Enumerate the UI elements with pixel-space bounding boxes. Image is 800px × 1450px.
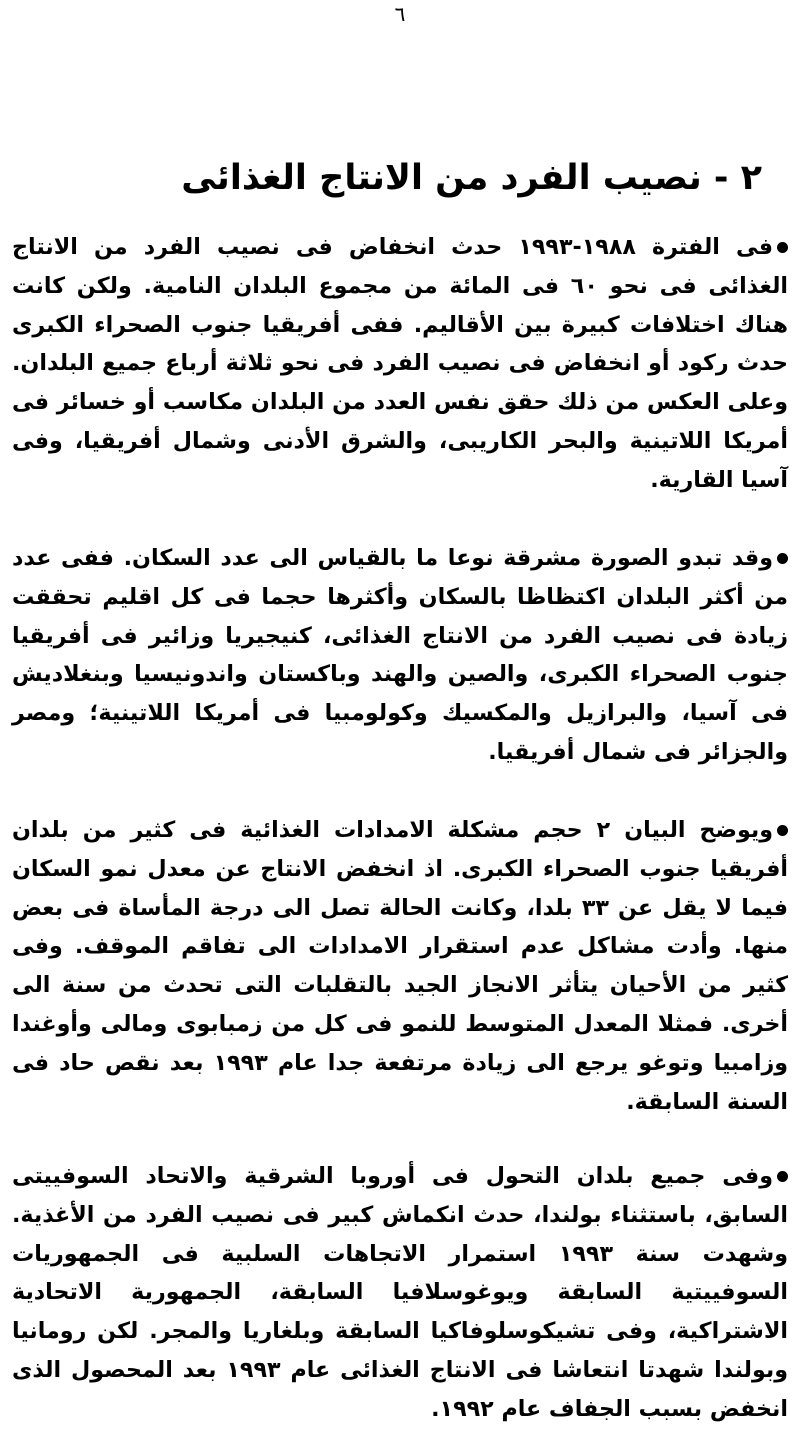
paragraph-1 <box>12 228 788 500</box>
bullet-icon <box>777 553 788 564</box>
bullet-icon <box>777 242 788 253</box>
paragraph-text: وفى جميع بلدان التحول فى أوروبا الشرقية والاتحاد السوفييتى السابق، باستثناء بولندا، حدث انكماش كبير فى نصيب الفرد من الأغذية. وشهدت سنة ١٩٩٣ استمرار الاتجاهات السلبية فى الجمهوريات السوفييتية السابقة ويوغوسلافيا السابقة، الجمهورية الاتحادية الاشتراكية، وفى تشيكوسلوفاكيا السابقة وبلغاريا والمجر. لكن رومانيا وبولندا شهدتا انتعاشا فى الانتاج الغذائى عام ١٩٩٣ بعد المحصول الذى انخفض بسبب الجفاف عام ١٩٩٢. <box>12 1163 788 1422</box>
paragraph-4 <box>12 1157 788 1429</box>
paragraph-3 <box>12 811 788 1121</box>
section-heading: ٢ - نصيب الفرد من الانتاج الغذائى <box>181 158 762 198</box>
page-number: ٦ <box>394 2 406 26</box>
paragraph-text: وقد تبدو الصورة مشرقة نوعا ما بالقياس الى عدد السكان. ففى عدد من أكثر البلدان اكتظاظا بالسكان وأكثرها حجما فى كل اقليم تحققت زيادة فى نصيب الفرد من الانتاج الغذائى، كنيجيريا وزائير فى أفريقيا جنوب الصحراء الكبرى، والصين والهند وباكستان واندونيسيا وبنغلاديش فى آسيا، والبرازيل والمكسيك وكولومبيا فى أمريكا اللاتينية؛ ومصر والجزائر فى شمال أفريقيا. <box>12 545 788 765</box>
paragraph-2 <box>12 539 788 772</box>
bullet-icon <box>777 825 788 836</box>
bullet-icon <box>777 1171 788 1182</box>
paragraph-text: فى الفترة ١٩٨٨-١٩٩٣ حدث انخفاض فى نصيب الفرد من الانتاج الغذائى فى نحو ٦٠ فى المائة من مجموع البلدان النامية. ولكن كانت هناك اختلافات كبيرة بين الأقاليم. ففى أفريقيا جنوب الصحراء الكبرى حدث ركود أو انخفاض فى نصيب الفرد فى نحو ثلاثة أرباع جميع البلدان. وعلى العكس من ذلك حقق نفس العدد من البلدان مكاسب أو خسائر فى أمريكا اللاتينية والبحر الكاريبى، والشرق الأدنى وشمال أفريقيا، وفى آسيا القارية. <box>12 234 789 493</box>
paragraph-text: ويوضح البيان ٢ حجم مشكلة الامدادات الغذائية فى كثير من بلدان أفريقيا جنوب الصحراء الكبرى. اذ انخفض الانتاج عن معدل نمو السكان فيما لا يقل عن ٣٣ بلدا، وكانت الحالة تصل الى درجة المأساة فى بعض منها. وأدت مشاكل عدم استقرار الامدادات الى تفاقم الموقف. وفى كثير من الأحيان يتأثر الانجاز الجيد بالتقلبات التى تحدث من سنة الى أخرى. فمثلا المعدل المتوسط للنمو فى كل من زمبابوى ومالى وأوغندا وزامبيا وتوغو يرجع الى زيادة مرتفعة جدا عام ١٩٩٣ بعد نقص حاد فى السنة السابقة. <box>12 817 789 1115</box>
